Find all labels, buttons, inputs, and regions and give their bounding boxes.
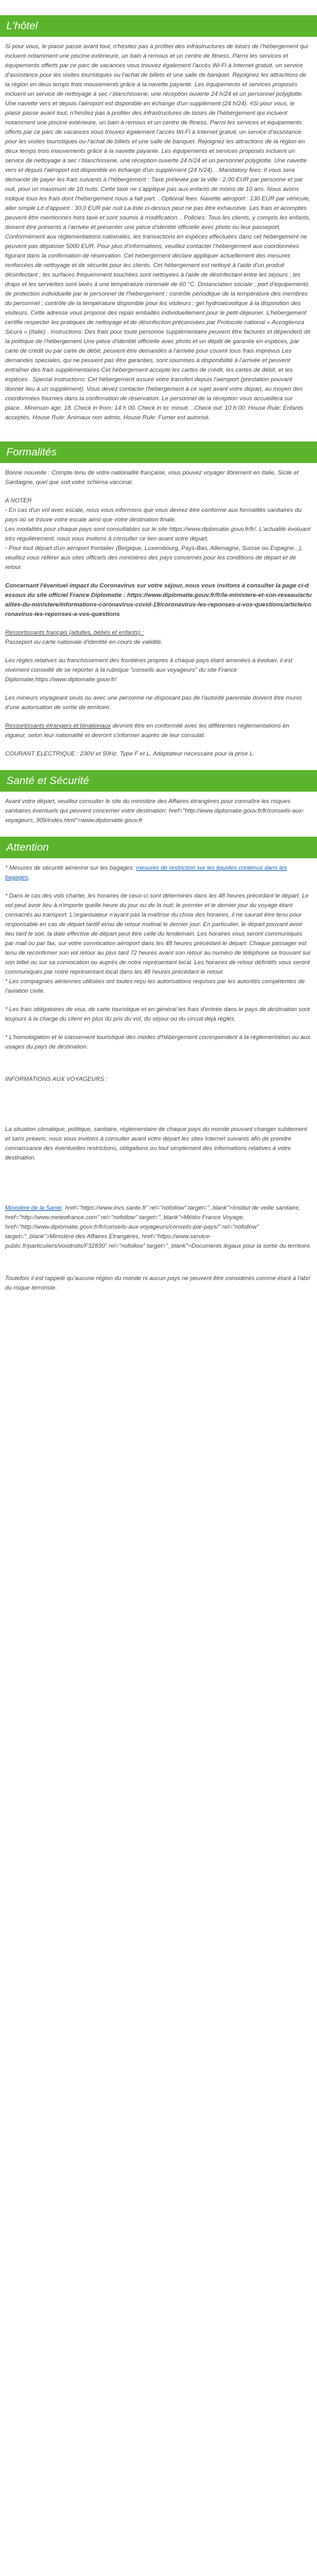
visa-fees-text: * Les frais obligatoires de visa, de carte touristique et en général les frais d'entrée dans le pays de destination sont toujours à la charge du client en plus du prix du vol, du séjour ou du circuit déjà réglés. [5,1006,310,1023]
baggage-security-text: * Mesures de sécurité aérienne sur les bagages: [5,865,136,872]
baggage-security-paragraph: * Mesures de sécurité aérienne sur les bagages: mesures de restriction sur les liquides contenus dans les bagages. [5,865,287,881]
travel-info-heading: INFORMATIONS AUX VOYAGEURS : [5,1076,108,1083]
minors-text: Les mineurs voyageant seuls ou avec une personne ne disposant pas de l'autorité parentale doivent être munis d'une autorisation de sortie de territoire. [5,695,302,711]
note-text: - En cas d'un vol avec escale, nous vous informons que vous devrez être conforme aux formalités sanitaires du pays où se trouve votre escale ainsi que votre destination finale. Les modalités pour chaque pays sont consultables sur le site https://www.diplomatie.gouv.fr/fr/. L'actualité évoluant très régulièrement, nous vous invitons à consulter ce lien avant votre départ. - Pour tout départ d'un aéroport frontalier (Belgique, Luxembourg, Pays-Bas, Allemagne, Suisse ou Espagne...), veuillez vous référer aux sites officiels des ministères des pays concernés pour les conditions de départ et de retour. [5,507,311,571]
note-label: A NOTER [5,497,32,504]
hotel-description: Si pour vous, le plaisir passe avant tout, n'hésitez pas à profiter des infrastructures de loisirs de l'hébergement qui incluent notamment une piscine extérieure, un bain à remous et un centre de fitness. Parmi les services et équipements offerts par ce parc de vacances vous trouvez également l'accès Wi-Fi à Internet gratuit, un service d'assistance pour les visites touristiques ou l'achat de billets et une salle de banquet. Rejoignez les attractions de la région en deux temps trois mouvements grâce à la navette payante. Les équipements et services proposés incluent un service de nettoyage à sec / blanchisserie, une réception ouverte 24 h/24 et un personnel polyglotte. Une navette vers et depuis l'aéroport est disponible en échange d'un supplément (24 h/24). #Si pour vous, le plaisir passe avant tout, n'hésitez pas à profiter des infrastructures de loisirs de l'hébergement qui incluent notamment une piscine extérieure, un bain à remous et un centre de fitness. Parmi les services et équipements offerts par ce parc de vacances vous trouvez également l'accès Wi-Fi à Internet gratuit, un service d'assistance pour les visites touristiques ou l'achat de billets et une salle de banquet. Rejoignez les attractions de la région en deux temps trois mouvements grâce à la navette payante. Les équipements et services proposés incluent un service de nettoyage à sec / blanchisserie, une réception ouverte 24 h/24 et un personnel polyglotte. Une navette vers et depuis l'aéroport est disponible en échange d'un supplément (24 h/24). . Mandatory fees: Il vous sera demandé de payer les frais suivants à l'hébergement : Taxe prélevée par la ville : 2,00 EUR par personne et par nuit, pour un maximum de 10 nuits. Cette taxe ne s'applique pas aux enfants de moins de 10 ans. Nous avons indiqué tous les frais dont l'hébergement nous a fait part. . Optional fees: Navette aéroport : 130 EUR par véhicule, aller simple Lit d'appoint : 30,0 EUR par nuit La liste ci-dessus peut ne pas être exhaustive. Les frais et acomptes peuvent être mentionnés hors taxe et sont soumis à modification. . Policies: Tous les clients, y compris les enfants, doivent être présents à l'arrivée et présenter une pièce d'identité officielle avec photo ou leur passeport. Conformément aux réglementations nationales, les transactions en espèces effectuées dans cet hébergement ne peuvent pas dépasser 5000 EUR. Pour plus d'informations, veuillez contacter l'hébergement aux coordonnées figurant dans la confirmation de réservation. Cet hébergement déclare appliquer actuellement des mesures renforcées de nettoyage et de sécurité pour les clients. Cet hébergement est nettoyé à l'aide d'un produit désinfectant ; les surfaces fréquemment touchées sont nettoyées à l'aide de désinfectant entre les séjours ; les draps et les serviettes sont lavés à une température minimale de 60 °C. Distanciation sociale ; port d'équipements de protection individuelle par le personnel de l'hébergement ; contrôle périodique de la température des membres du personnel ; contrôle de la température disponible pour les visiteurs ; gel hydroalcoolique à la disposition des visiteurs. Cette adresse vous propose des repas emballés individuellement pour le petit-déjeuner. L'hébergement certifie respecter les pratiques de nettoyage et de désinfection préconisées par Protocole national « Accoglienza Sicura » (Italie) . Instructions: Des frais pour toute personne supplémentaire peuvent être facturés et dépendent de la politique de l'hébergement Une pièce d'identité officielle avec photo et un dépôt de garantie en espèces, par carte de crédit ou par carte de débit, peuvent être demandés à l'arrivée pour couvrir tous frais imprévus Les demandes spéciales, qui ne peuvent pas être garanties, sont soumises à disponibilité à l'arrivée et peuvent entraîner des frais supplémentaires Cet hébergement accepte les cartes de crédit, les cartes de débit, et les espèces . Special instructions: Cet hébergement assure votre transfert depuis l'aéroport (prestation pouvant donner lieu à un supplément). Vous devez contacter l'hébergement à ce sujet avant votre départ, au moyen des coordonnées fournies dans la confirmation de réservation. Le personnel de la réception vous accueillera sur place.. Minimum age: 18. Check in from: 14 h 00. Check in to: minuit. . Check out: 10 h 00. House Rule: Enfants acceptés. House Rule: Animaux non admis. House Rule: Fumer est autorisé. [5,43,311,421]
hotel-heading: L'hôtel [0,15,317,37]
links-paragraph [5,1203,312,1251]
foreign-citizens-paragraph [5,721,312,740]
sante-section [0,770,317,825]
hotel-body [0,42,317,422]
foreign-citizens-text: devront être en conformité avec les différentes réglementations en vigueur, selon leur nationalité et devront s'informer auprès de leur consulat. [5,722,290,739]
situation-text: La situation climatique, politique, sanitaire, réglementaire de chaque pays du monde pouvant changer subitement et sans préavis, nous vous invitons à consulter avant votre départ les sites Internet suivants afin de prendre connaissance des éventuelles restrictions, obligations ou tout simplement des informations relatives à votre destination. [5,1126,307,1161]
sante-text: Avant votre départ, veuillez consulter le site du ministère des Affaires étrangères pour connaître les risques sanitaires éventuels qui peuvent concerner votre destination: href="http://www.diplomatie.gouv.fr/fr/conseils-aux-voyageurs_909/index.html">www.diplomatie.gouv.fr [5,798,304,824]
terrorism-warning-text: Toutefois il est rappelé qu'aucune région du monde ni aucun pays ne peuvent être considérés comme étant à l'abri du risque terroriste. [5,1275,311,1291]
formalites-body [0,468,317,759]
liquid-restrictions-link[interactable]: mesures de restriction sur les liquides contenus dans les bagages [5,865,287,881]
links-text: . href="https://www.invs.sante.fr" rel="nofollow" target="_blank">Institut de veille sanitaire, href="http://www.meteofrance.com" rel="nofollow" target="_blank">Météo France Voyage, href="http://www.diplomatie.gouv.fr/fr/conseils-aux-voyageurs/conseils-par-pays/" rel="nofollow" target="_blank">Ministère des Affaires Etrangères, href="https://www.service-public.fr/particuliers/vosdroits/F32830" rel="nofollow" target="_blank">Documents légaux pour la sortie du territoire. [5,1205,312,1250]
french-citizens-text: Passeport ou carte nationale d'identité en cours de validité. [5,639,163,646]
attention-section [0,837,317,1293]
border-rules-text: Les règles relatives au franchissement des frontières propres à chaque pays étant amenées à évoluer, il est vivement conseillé de se reporter à la rubrique "conseils aux voyageurs" du site France Diplomatie,https://www.diplomatie.gouv.fr/. [5,657,293,683]
covid-notice: Concernant l'éventuel impact du Coronavirus sur votre séjour, nous vous invitons à consulter la page ci-dessous du site officiel France Diplomatie : https://www.diplomatie.gouv.fr/fr/le-ministere-et-son-reseau/actualites-du-ministere/informations-coronavirus-covid-19/coronavirus-les-reponses-a-vos-questions/article/coronavirus-les-reponses-a-vos-questions [5,582,312,618]
attention-body [0,863,317,1293]
charter-flights-text: * Dans le cas des vols charter, les horaires de ceux-ci sont déterminés dans les 48 heures précédant le départ. Le vol peut avoir lieu à n'importe quelle heure du jour ou de la nuit; le premier et le dernier jour du voyage étant consacrés au transport. L'organisateur n'ayant pas la maîtrise du choix des horaires, il ne saurait être tenu pour responsable en cas de départ tardif et/ou de retour matinal le dernier jour. En particulier, le départ pouvant avoir lieu tard le soir, la date effective de départ peut être celle du lendemain. Les horaires vous seront communiqués par mail ou par fax, sur votre convocation aéroport dans les 48 heures précédant le départ. Chaque passager est tenu de reconfirmer son vol retour au plus tard 72 heures avant son retour au numéro de téléphone se trouvant sur son billet ou sur sa convocation ou auprès de notre représentant local. Les horaires de retour définitifs vous seront communiqués par notre représentant local dans les 48 heures précédant le retour. * Les compagnies aériennes utilisées ont toutes reçu les autorisations requises par les autorités compétentes de l'aviation civile. [5,892,311,995]
health-ministry-link[interactable]: Ministère de la Santé [5,1205,62,1212]
formalites-section [0,441,317,759]
formalites-nationality-text: Bonne nouvelle : Compte tenu de votre nationalité française, vous pouvez voyager librement en Italie, Sicile et Sardaigne, quel que soit votre schéma vaccinal. [5,469,299,486]
formalites-heading: Formalités [0,441,317,463]
attention-heading: Attention [0,837,317,858]
sante-body [0,797,317,825]
accommodation-classification-text: * L'homologation et le classement touristique des modes d'hébergement correspondent à la réglementation ou aux usages du pays de destination. [5,1034,311,1050]
hotel-section [0,15,317,422]
french-citizens-heading: Ressortissants français (adultes, bébés et enfants) : [5,629,144,636]
electric-current-text: COURANT ELECTRIQUE : 230V et 50Hz. Type F et L. Adaptateur nécessaire pour la prise L. [5,750,255,757]
foreign-citizens-heading: Ressortissants étrangers et binationaux [5,722,111,729]
sante-heading: Santé et Sécurité [0,770,317,792]
